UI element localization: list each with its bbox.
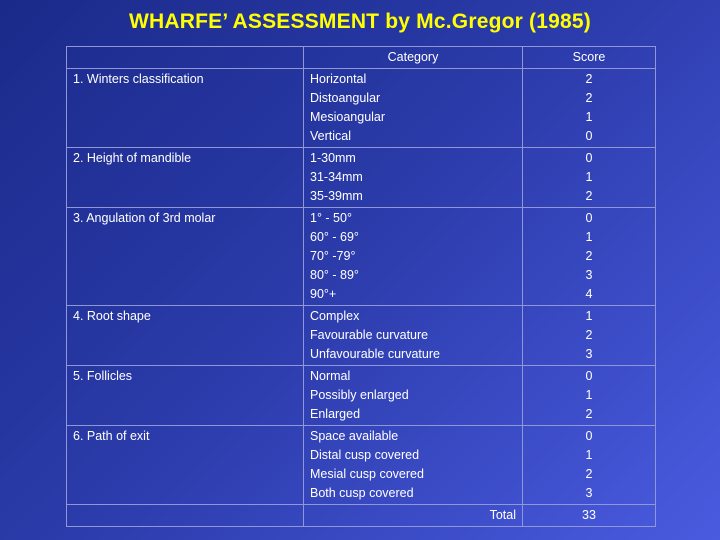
criterion-cell: 5. Follicles [67, 366, 304, 426]
option-label: 31-34mm [310, 170, 363, 184]
score-value: 0 [585, 369, 593, 383]
table-row [67, 426, 656, 505]
option-label: Vertical [310, 129, 351, 143]
score-value: 1 [585, 388, 593, 402]
option-label: 60° - 69° [310, 230, 359, 244]
score-value: 3 [585, 486, 593, 500]
score-value: 4 [585, 287, 593, 301]
total-row [67, 505, 656, 527]
criterion-cell: 6. Path of exit [67, 426, 304, 505]
scores-cell [523, 148, 656, 208]
option-label: Normal [310, 369, 351, 383]
score-value: 2 [585, 328, 593, 342]
slide-title: WHARFE’ ASSESSMENT by Mc.Gregor (1985) [129, 10, 591, 33]
score-value: 0 [585, 429, 593, 443]
criterion-cell: 4. Root shape [67, 306, 304, 366]
options-cell [304, 69, 523, 148]
table-row [67, 148, 656, 208]
option-label: Favourable curvature [310, 328, 429, 342]
table-row [67, 69, 656, 148]
scores-cell [523, 69, 656, 148]
scores-cell [523, 306, 656, 366]
score-value: 2 [585, 467, 593, 481]
score-value: 1 [585, 448, 593, 462]
score-value: 2 [585, 189, 593, 203]
score-value: 0 [585, 211, 593, 225]
score-header: Score [523, 47, 656, 69]
scores-cell [523, 426, 656, 505]
options-cell [304, 148, 523, 208]
option-label: Complex [310, 309, 360, 323]
option-label: Horizontal [310, 72, 367, 86]
options-cell [304, 426, 523, 505]
options-cell [304, 208, 523, 306]
scores-cell [523, 366, 656, 426]
option-label: Unfavourable curvature [310, 347, 440, 361]
table-row [67, 366, 656, 426]
option-label: Both cusp covered [310, 486, 414, 500]
score-value: 3 [585, 268, 593, 282]
option-label: 1-30mm [310, 151, 356, 165]
table-row [67, 306, 656, 366]
table-body [67, 69, 656, 505]
total-label: Total [304, 505, 523, 527]
score-value: 2 [585, 91, 593, 105]
option-label: Space available [310, 429, 399, 443]
header-blank-cell [67, 47, 304, 69]
score-value: 1 [585, 309, 593, 323]
criterion-cell: 1. Winters classification [67, 69, 304, 148]
score-value: 0 [585, 151, 593, 165]
option-label: Mesioangular [310, 110, 386, 124]
score-value: 3 [585, 347, 593, 361]
table-header-row [67, 47, 656, 69]
option-label: Distal cusp covered [310, 448, 420, 462]
option-label: 35-39mm [310, 189, 363, 203]
option-label: 90°+ [310, 287, 337, 301]
option-label: Enlarged [310, 407, 361, 421]
options-cell [304, 366, 523, 426]
option-label: 80° - 89° [310, 268, 359, 282]
total-blank-cell [67, 505, 304, 527]
table-row [67, 208, 656, 306]
score-value: 2 [585, 249, 593, 263]
option-label: Distoangular [310, 91, 381, 105]
assessment-table [66, 46, 656, 527]
option-label: 1° - 50° [310, 211, 352, 225]
category-header: Category [304, 47, 523, 69]
score-value: 0 [585, 129, 593, 143]
score-value: 2 [585, 72, 593, 86]
score-value: 1 [585, 230, 593, 244]
score-value: 1 [585, 110, 593, 124]
option-label: 70° -79° [310, 249, 356, 263]
option-label: Mesial cusp covered [310, 467, 424, 481]
total-value: 33 [523, 505, 656, 527]
criterion-cell: 2. Height of mandible [67, 148, 304, 208]
criterion-cell: 3. Angulation of 3rd molar [67, 208, 304, 306]
score-value: 1 [585, 170, 593, 184]
option-label: Possibly enlarged [310, 388, 409, 402]
score-value: 2 [585, 407, 593, 421]
scores-cell [523, 208, 656, 306]
options-cell [304, 306, 523, 366]
